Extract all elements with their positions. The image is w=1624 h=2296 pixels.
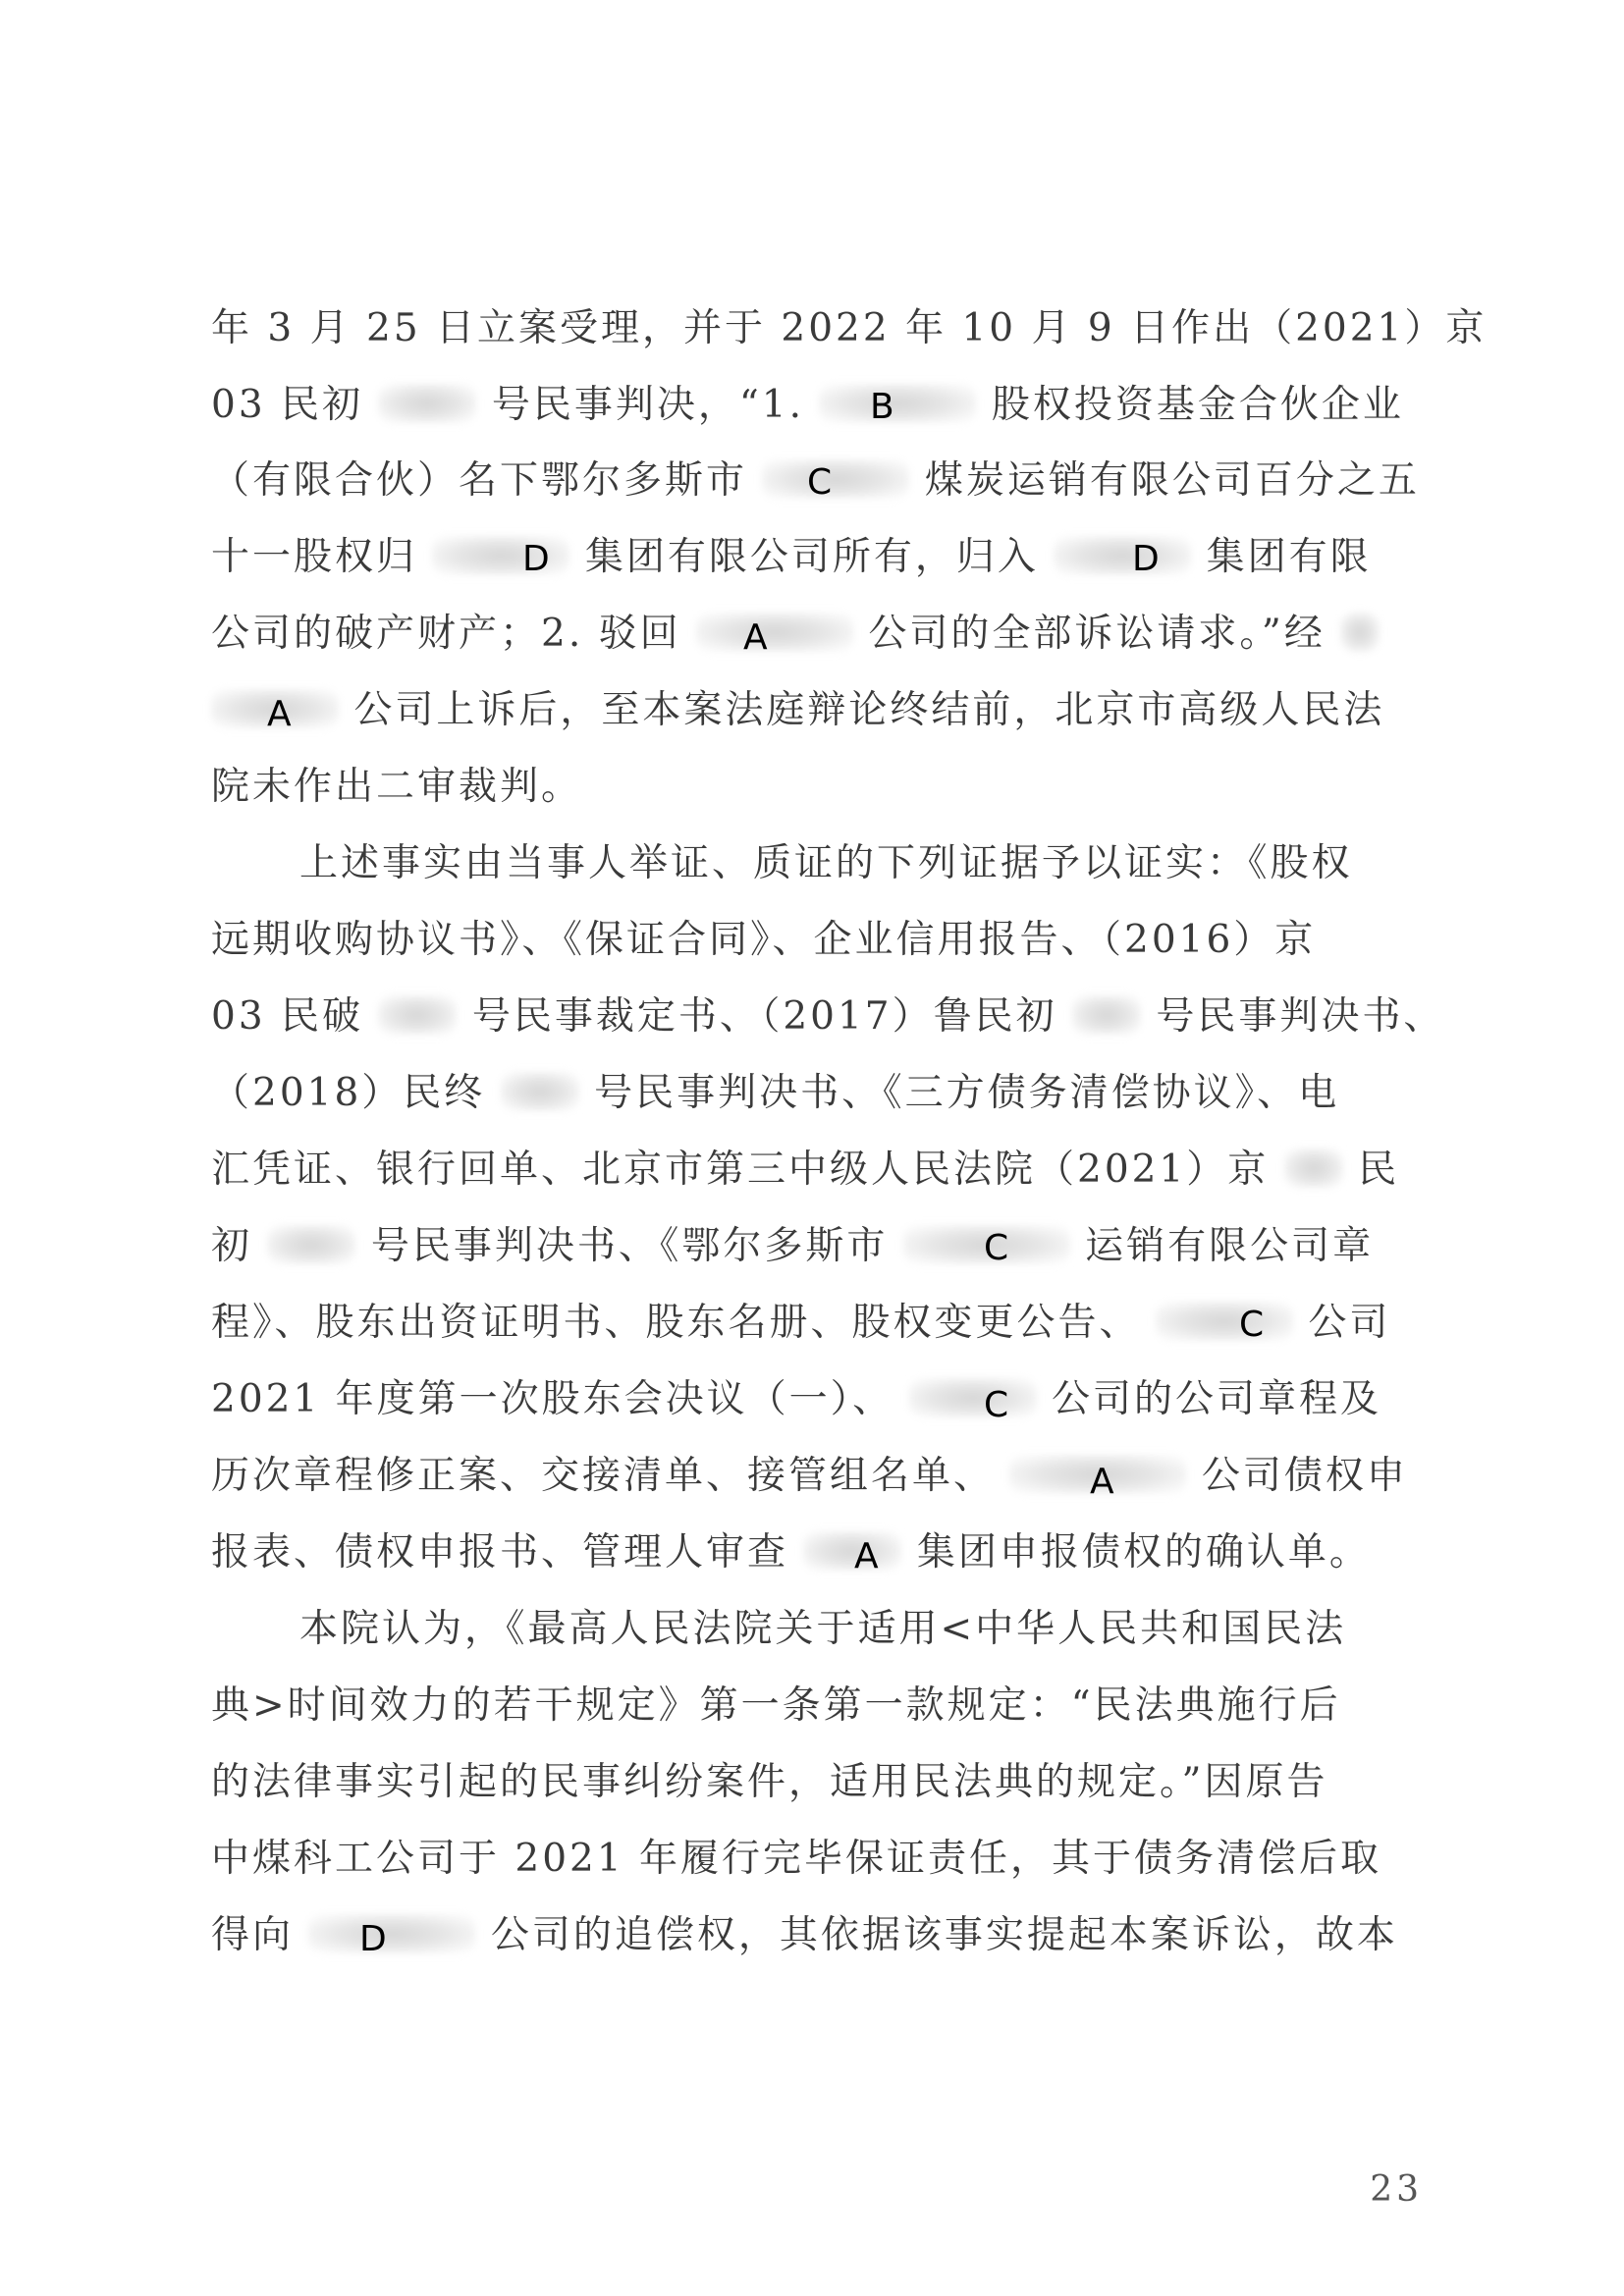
text-line — [211, 1600, 1419, 1659]
text-segment: 公司的公司章程及 — [1051, 1377, 1381, 1421]
text-segment: 股权投资基金合伙企业 — [991, 383, 1404, 427]
redaction-label: C — [984, 1228, 1009, 1268]
text-segment: 中煤科工公司于 2021 年履行完毕保证责任，其于债务清偿后取 — [211, 1837, 1382, 1881]
text-segment: 2021 年度第一次股东会决议（一）、 — [211, 1377, 894, 1421]
redaction-blur — [308, 1914, 475, 1953]
text-segment: 号民事判决书、《三方债务清偿协议》、电 — [594, 1071, 1340, 1115]
redaction-label: D — [522, 539, 550, 579]
text-line — [211, 1064, 1419, 1123]
text-segment: 远期收购协议书》、《保证合同》、企业信用报告、（2016）京 — [211, 918, 1317, 962]
text-segment: （2018）民终 — [211, 1071, 486, 1115]
text-segment: 公司的全部诉讼请求。”经 — [868, 612, 1326, 656]
redaction-blur — [696, 613, 853, 652]
redaction-blur — [819, 384, 976, 423]
redaction-blur — [1054, 536, 1191, 575]
redaction-blur — [1072, 995, 1141, 1035]
redaction-label: C — [1239, 1305, 1265, 1345]
text-segment: 十一股权归 — [211, 535, 418, 579]
redaction-blur — [378, 384, 476, 423]
text-segment: 公司的破产财产；2. 驳回 — [211, 612, 681, 656]
redaction-blur — [909, 1378, 1037, 1417]
redaction-blur — [1284, 1148, 1343, 1188]
redaction-label: A — [1090, 1462, 1114, 1502]
redaction-blur — [803, 1531, 901, 1571]
redaction-blur — [378, 995, 457, 1035]
text-line — [211, 1141, 1419, 1200]
text-line — [211, 911, 1419, 970]
redaction-blur — [267, 1225, 355, 1264]
text-segment: 03 民破 — [211, 994, 364, 1039]
redaction-blur — [1156, 1302, 1293, 1341]
text-segment: 号民事判决，“1. — [491, 383, 804, 427]
text-segment: 公司 — [1308, 1301, 1391, 1345]
text-segment: （有限合伙）名下鄂尔多斯市 — [211, 458, 748, 503]
text-line — [211, 1830, 1419, 1889]
text-segment: 03 民初 — [211, 383, 364, 427]
redaction-label: C — [984, 1385, 1009, 1425]
text-segment: 集团有限公司所有，归入 — [584, 535, 1039, 579]
redaction-label: A — [854, 1536, 879, 1576]
redaction-label: D — [359, 1919, 387, 1959]
text-line — [211, 681, 1419, 740]
redaction-label: D — [1132, 539, 1160, 579]
text-line — [211, 1217, 1419, 1276]
text-line — [211, 758, 1419, 817]
text-line — [211, 988, 1445, 1046]
text-line — [211, 834, 1419, 893]
text-line — [211, 299, 1488, 358]
text-segment: 得向 — [211, 1913, 295, 1957]
text-segment: 汇凭证、银行回单、北京市第三中级人民法院（2021）京 — [211, 1148, 1270, 1192]
text-line — [211, 1523, 1419, 1582]
text-segment: 号民事裁定书、（2017）鲁民初 — [471, 994, 1057, 1039]
redaction-blur — [1340, 613, 1380, 652]
text-segment: 公司上诉后，至本案法庭辩论终结前，北京市高级人民法 — [353, 688, 1385, 732]
text-segment: 程》、股东出资证明书、股东名册、股权变更公告、 — [211, 1301, 1141, 1345]
text-segment: 号民事判决书、 — [1156, 994, 1445, 1039]
text-segment: 民 — [1358, 1148, 1400, 1192]
text-segment: 年 3 月 25 日立案受理，并于 2022 年 10 月 9 日作出（2021）京 — [211, 306, 1488, 350]
redaction-label: A — [267, 694, 292, 734]
text-line — [211, 376, 1419, 435]
text-segment: 历次章程修正案、交接清单、接管组名单、 — [211, 1454, 996, 1498]
text-segment: 号民事判决书、《鄂尔多斯市 — [370, 1224, 889, 1268]
redaction-label: A — [743, 617, 768, 658]
text-segment: 运销有限公司章 — [1085, 1224, 1375, 1268]
text-segment: 初 — [211, 1224, 253, 1268]
page-number: 23 — [1370, 2169, 1423, 2210]
text-line — [211, 605, 1419, 664]
text-line — [211, 1906, 1419, 1965]
text-segment: 院未作出二审裁判。 — [211, 765, 583, 809]
redaction-blur — [501, 1072, 579, 1111]
text-segment: 公司的追偿权，其依据该事实提起本案诉讼，故本 — [490, 1913, 1398, 1957]
text-segment: 煤炭运销有限公司百分之五 — [924, 458, 1420, 503]
text-segment: 公司债权申 — [1201, 1454, 1408, 1498]
text-segment: 本院认为，《最高人民法院关于适用<中华人民共和国民法 — [299, 1607, 1347, 1651]
text-segment: 集团有限 — [1206, 535, 1372, 579]
text-line — [211, 1370, 1419, 1429]
redaction-label: B — [870, 387, 894, 427]
text-segment: 上述事实由当事人举证、质证的下列证据予以证实：《股权 — [299, 841, 1353, 885]
text-line — [211, 1447, 1419, 1506]
redaction-blur — [762, 459, 909, 499]
text-segment: 报表、债权申报书、管理人审查 — [211, 1530, 789, 1575]
text-line — [211, 1677, 1419, 1735]
text-line — [211, 1294, 1419, 1353]
text-segment: 的法律事实引起的民事纠纷案件，适用民法典的规定。”因原告 — [211, 1760, 1328, 1804]
text-segment: 典>时间效力的若干规定》第一条第一款规定：“民法典施行后 — [211, 1683, 1341, 1728]
text-line — [211, 1753, 1419, 1812]
text-line — [211, 528, 1419, 587]
redaction-label: C — [807, 462, 833, 503]
text-segment: 集团申报债权的确认单。 — [916, 1530, 1371, 1575]
